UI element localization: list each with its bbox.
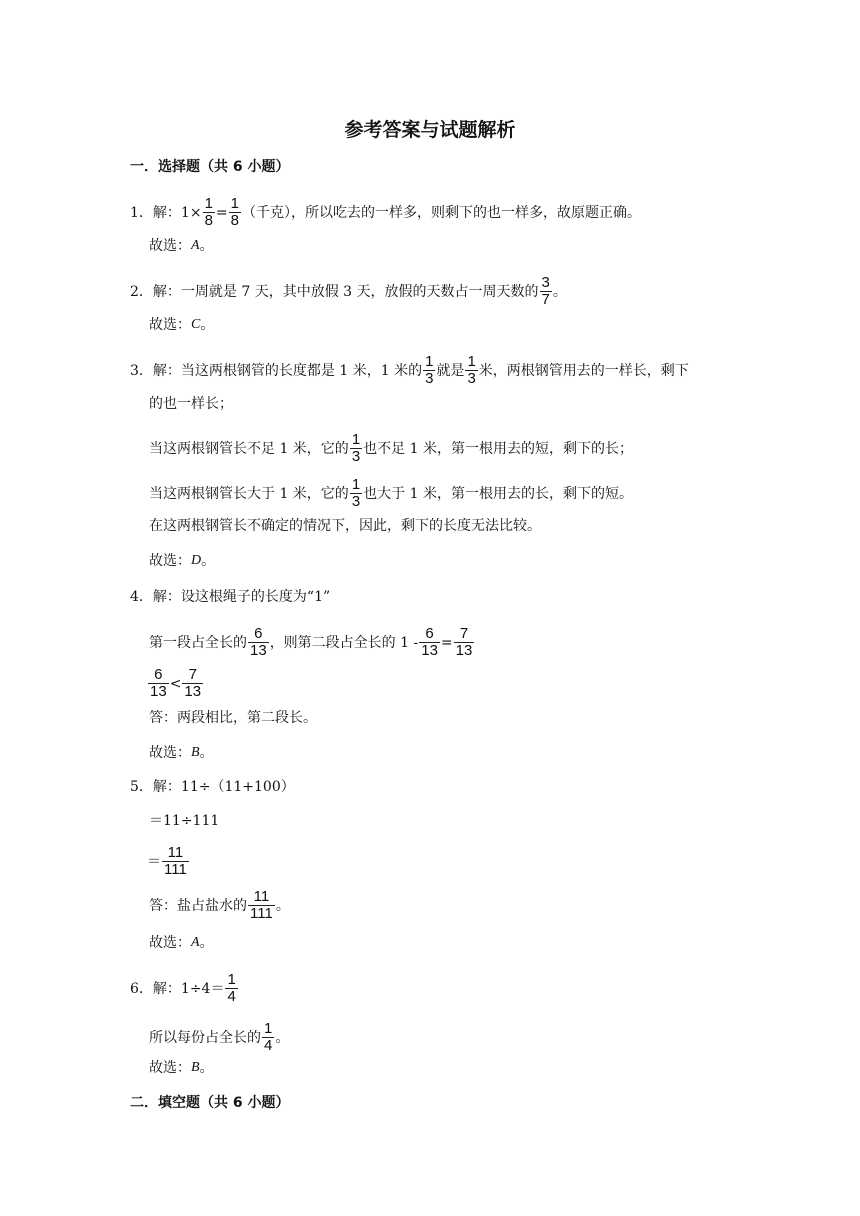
q3-solution-line2: 的也一样长； — [149, 396, 233, 412]
fraction: $\frac{1}{3}$ — [425, 353, 434, 387]
fraction: $\frac{3}{7}$ — [541, 274, 550, 308]
q3-solution-line5: 在这两根钢管长不确定的情况下，因此，剩下的长度无法比较。 — [149, 518, 541, 534]
fraction: $\frac{6}{13}$ — [250, 625, 267, 659]
q6-answer: 故选： B 。 — [149, 1060, 214, 1076]
q4-solution-line2: 第一段占全长的 $\frac{6}{13}$ ，则第二段占全长的 1 - $\frac{6}{13}$ = $\frac{7}{13}$ — [149, 625, 473, 659]
fraction: $\frac{6}{13}$ — [421, 625, 438, 659]
q4-comparison: $\frac{6}{13}$ < $\frac{7}{13}$ — [150, 666, 202, 700]
fraction: $\frac{1}{3}$ — [467, 353, 476, 387]
q6-solution-line2: 所以每份占全长的 $\frac{1}{4}$ 。 — [149, 1020, 290, 1054]
q3-solution-line1: 3． 解：当这两根钢管的长度都是 1 米，1 米的 $\frac{1}{3}$ 就是 $\frac{1}{3}$ 米，两根钢管用去的一样长，剩下 — [130, 353, 689, 387]
q5-answer: 故选： A 。 — [149, 935, 214, 951]
q1-solution: 1． 解：1× $\frac{1}{8}$ = $\frac{1}{8}$ （千克），所以吃去的一样多，则剩下的也一样多，故原题正确。 — [130, 195, 641, 229]
fraction: $\frac{1}{8}$ — [230, 195, 239, 229]
q4-conclusion: 答：两段相比，第二段长。 — [149, 710, 317, 726]
fraction: $\frac{7}{13}$ — [184, 666, 202, 700]
q4-solution-line1: 4． 解：设这根绳子的长度为“1” — [130, 589, 331, 605]
fraction: $\frac{1}{3}$ — [351, 476, 361, 510]
fraction: $\frac{1}{4}$ — [264, 1020, 273, 1054]
fraction: $\frac{1}{4}$ — [227, 971, 236, 1005]
q3-solution-line4: 当这两根钢管长大于 1 米，它的 $\frac{1}{3}$ 也大于 1 米，第一根用去的长，剩下的短。 — [149, 476, 633, 510]
fraction: $\frac{11}{111}$ — [164, 844, 187, 878]
q6-solution-line1: 6． 解：1÷4＝ $\frac{1}{4}$ — [130, 971, 236, 1005]
fraction: $\frac{1}{3}$ — [351, 431, 361, 465]
section-heading-fill: 二．填空题（共 6 小题） — [130, 1095, 290, 1111]
page-title: 参考答案与试题解析 — [344, 119, 516, 141]
q3-answer: 故选： D 。 — [149, 553, 216, 569]
fraction: $\frac{7}{13}$ — [455, 625, 473, 659]
fraction: $\frac{11}{111}$ — [250, 888, 273, 922]
q3-solution-line3: 当这两根钢管长不足 1 米，它的 $\frac{1}{3}$ 也不足 1 米，第一根用去的短，剩下的长； — [149, 431, 633, 465]
q2-solution: 2． 解：一周就是 7 天，其中放假 3 天，放假的天数占一周天数的 $\frac{3}{7}$ 。 — [130, 274, 567, 308]
fraction: $\frac{1}{8}$ — [204, 195, 213, 229]
q5-solution-line1: 5． 解：11÷（11+100） — [130, 779, 295, 795]
q1-answer: 故选： A 。 — [149, 238, 214, 254]
fraction: $\frac{6}{13}$ — [150, 666, 167, 700]
q5-conclusion: 答：盐占盐水的 $\frac{11}{111}$ 。 — [149, 888, 290, 922]
q4-answer: 故选： B 。 — [149, 745, 214, 761]
q2-answer: 故选： C 。 — [149, 317, 215, 333]
section-heading-choice: 一．选择题（共 6 小题） — [130, 159, 290, 175]
q5-solution-line2: ＝11÷111 — [149, 813, 220, 829]
q5-solution-line3: ＝ $\frac{11}{111}$ — [147, 844, 187, 878]
